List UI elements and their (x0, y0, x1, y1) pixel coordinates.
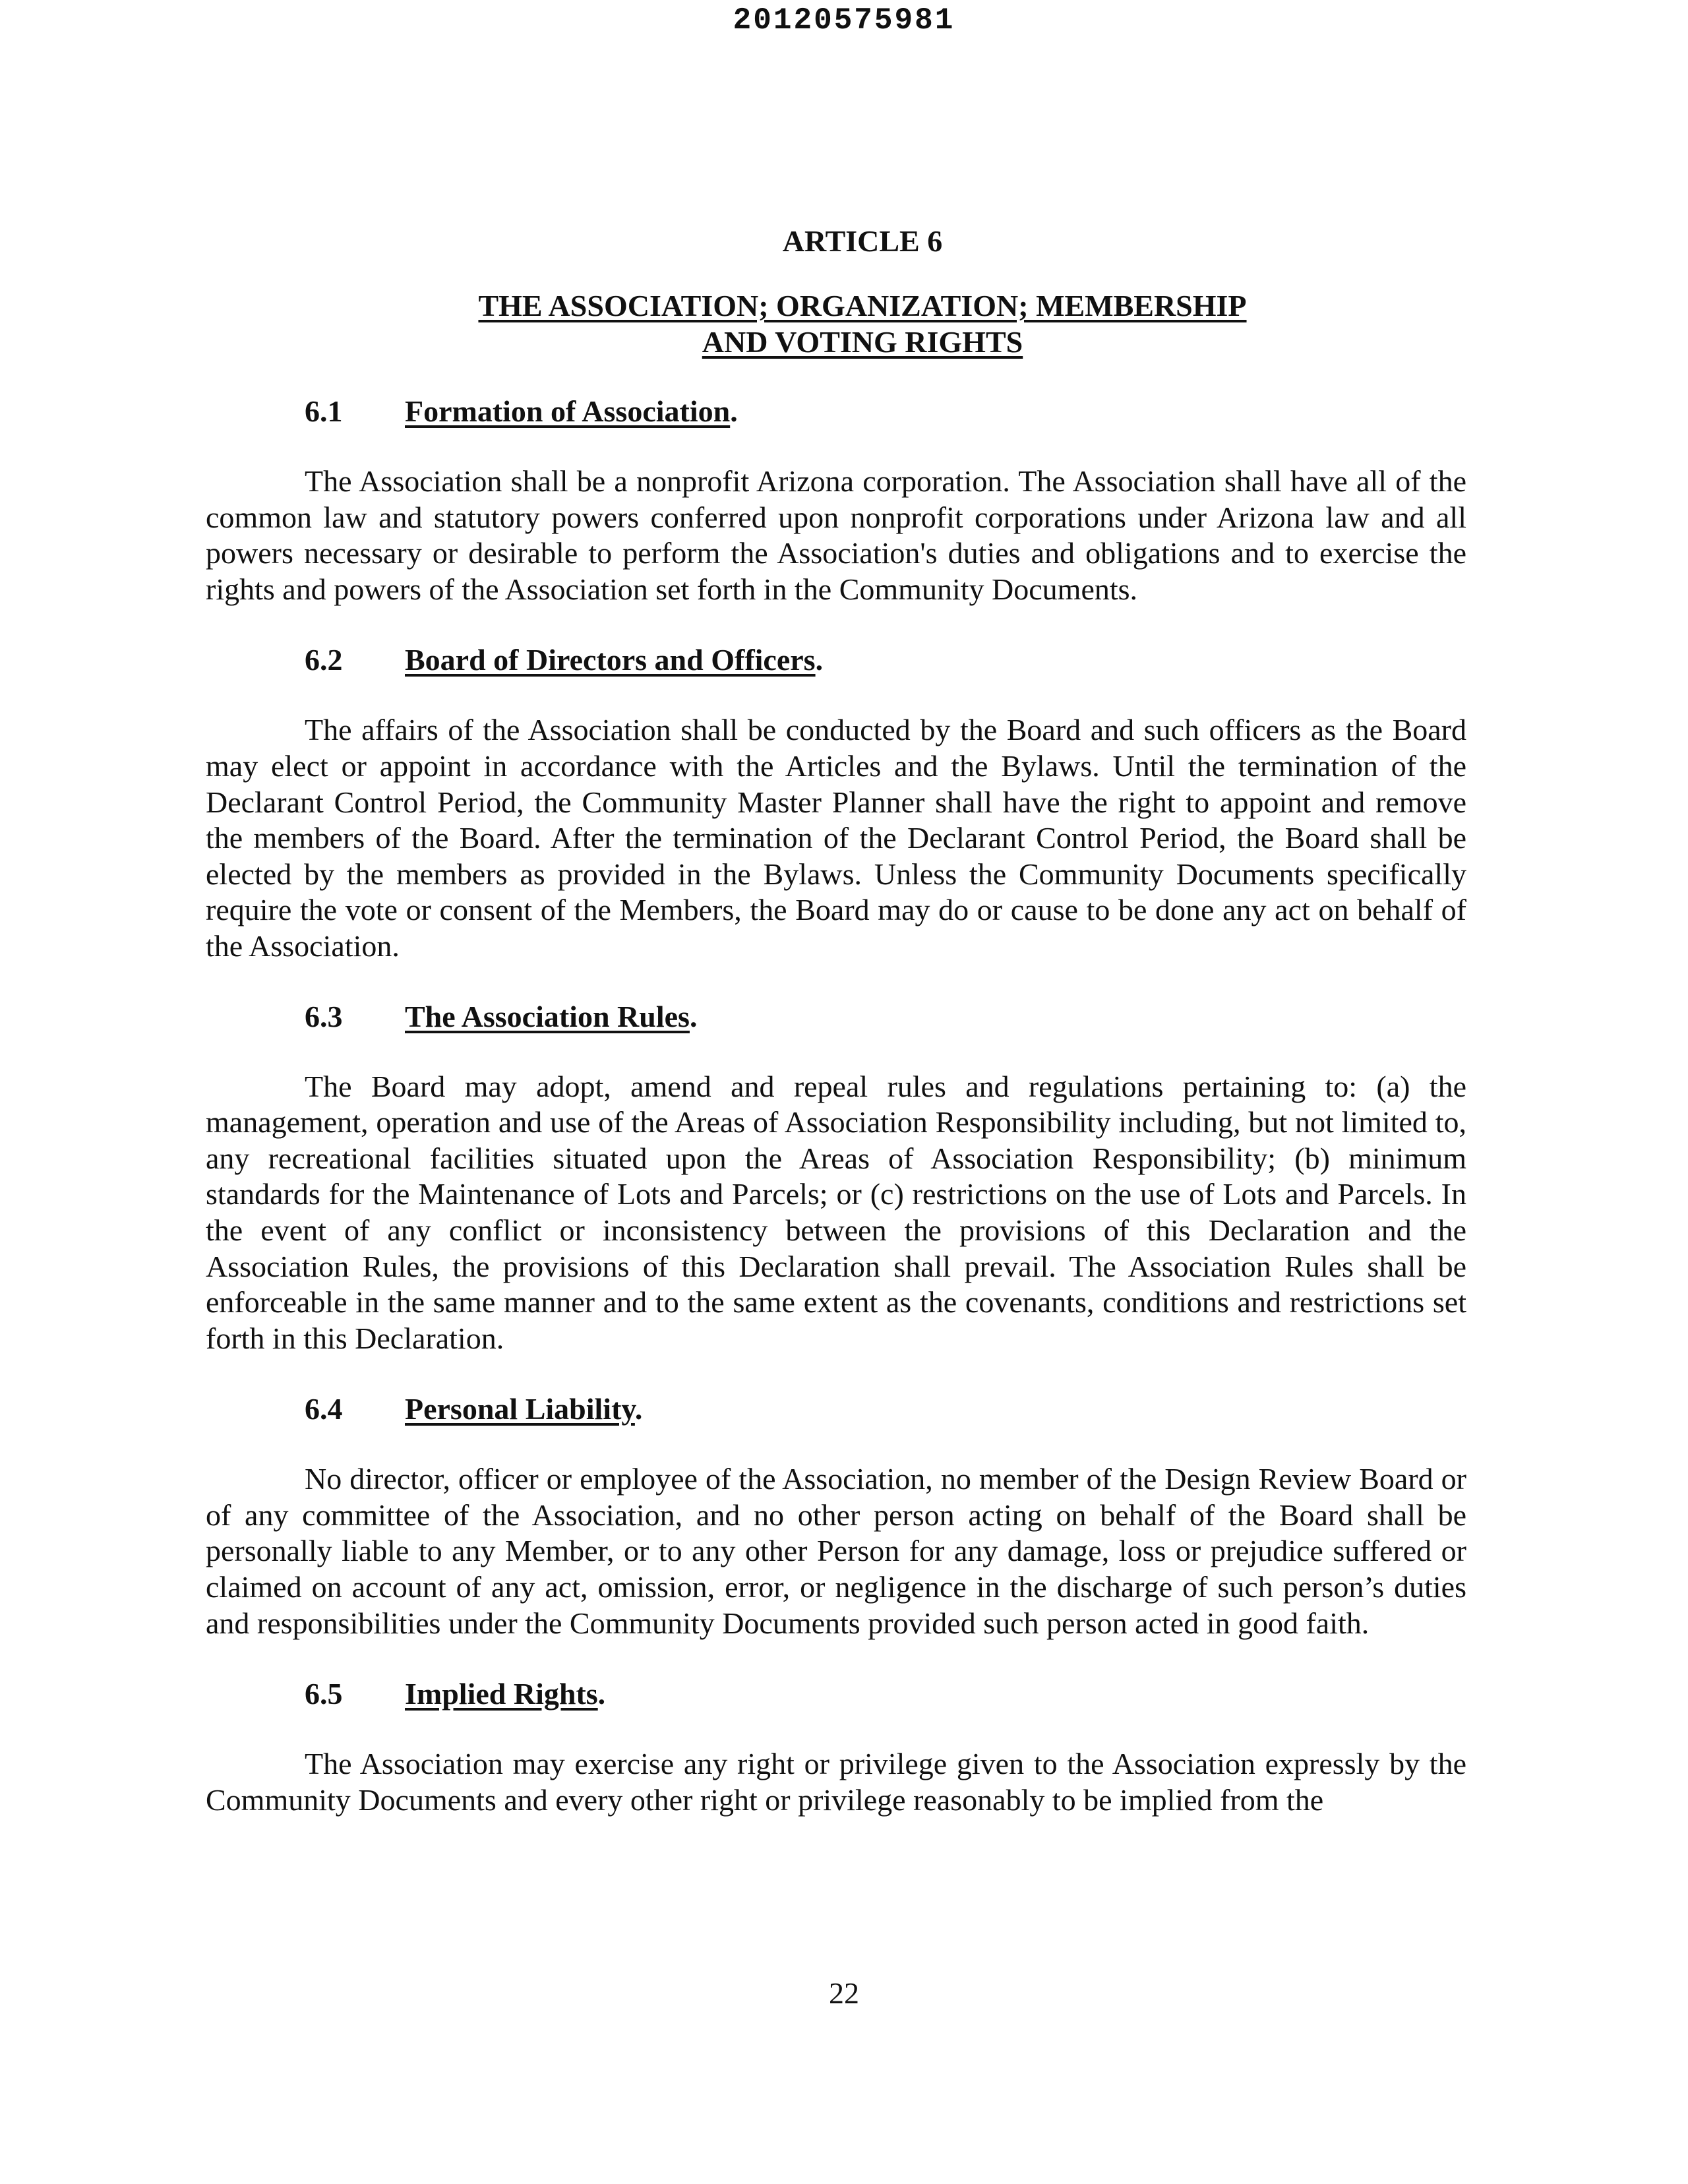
section-body: No director, officer or employee of the Association, no member of the Design Review Board or of any committee of the Association, and no other person acting on behalf of the Board shall be personally liable to any Member, or to any other Person for any damage, loss or prejudice suffered or claimed on account of any act, omission, error, or negligence in the discharge of such person’s duties and responsibilities under the Community Documents provided such person acted in good faith. (206, 1462, 1466, 1640)
section-number: 6.4 (305, 1392, 343, 1426)
article-subtitle-line-1: THE ASSOCIATION; ORGANIZATION; MEMBERSHIP (478, 289, 1247, 322)
section-body: The Board may adopt, amend and repeal rules and regulations pertaining to: (a) the management, operation and use of the Areas of Association Responsibility including, but not limited to, any recreational facilities situated upon the Areas of Association Responsibility; (b) minimum standards for the Maintenance of Lots and Parcels; or (c) restrictions on the use of Lots and Parcels. In the event of any conflict or inconsistency between the provisions of this Declaration and the Association Rules, the provisions of this Declaration shall prevail. The Association Rules shall be enforceable in the same manner and to the same extent as the covenants, conditions and restrictions set forth in this Declaration. (206, 1069, 1466, 1355)
article-subtitle-line-2: AND VOTING RIGHTS (702, 325, 1023, 359)
section-title-period: . (815, 643, 824, 677)
section-title-wrapper (405, 998, 697, 1035)
section-6-4 (206, 1391, 1466, 1641)
section-title-period: . (730, 394, 738, 428)
section-number: 6.3 (305, 999, 343, 1033)
document-page (206, 223, 1466, 1818)
section-6-2 (206, 642, 1466, 964)
section-number: 6.2 (305, 643, 343, 677)
section-number: 6.5 (305, 1677, 343, 1711)
section-title: Implied Rights (405, 1677, 598, 1711)
section-6-5 (206, 1676, 1466, 1818)
section-heading (206, 393, 1466, 430)
section-body: The Association may exercise any right or privilege given to the Association expressly by the Community Documents and every other right or privilege reasonably to be implied from the (206, 1747, 1466, 1817)
section-6-3 (206, 998, 1466, 1357)
section-body: The Association shall be a nonprofit Arizona corporation. The Association shall have all of the common law and statutory powers conferred upon nonprofit corporations under Arizona law and all powers necessary or desirable to perform the Association's duties and obligations and to exercise the rights and powers of the Association set forth in the Community Documents. (206, 464, 1466, 606)
section-title: The Association Rules (405, 999, 690, 1033)
section-heading (206, 642, 1466, 679)
section-title-period: . (689, 999, 698, 1033)
section-title: Personal Liability (405, 1392, 635, 1426)
section-title-wrapper (405, 1391, 642, 1428)
section-body: The affairs of the Association shall be conducted by the Board and such officers as the Board may elect or appoint in accordance with the Articles and the Bylaws. Until the termination of the Declarant Control Period, the Community Master Planner shall have the right to appoint and remove the members of the Board. After the termination of the Declarant Control Period, the Board shall be elected by the members as provided in the Bylaws. Unless the Community Documents specifically require the vote or consent of the Members, the Board may do or cause to be done any act on behalf of the Association. (206, 713, 1466, 963)
section-heading (206, 1391, 1466, 1428)
section-number: 6.1 (305, 394, 343, 428)
article-title: ARTICLE 6 (782, 224, 943, 258)
section-title-wrapper (405, 1676, 605, 1713)
section-heading (206, 998, 1466, 1035)
section-title-wrapper (405, 642, 823, 679)
page-number: 22 (829, 1976, 859, 2010)
section-title-period: . (597, 1677, 606, 1711)
section-6-1 (206, 393, 1466, 607)
section-title-period: . (634, 1392, 643, 1426)
document-number: 20120575981 (733, 3, 955, 38)
section-title: Board of Directors and Officers (405, 643, 816, 677)
article-subtitle (206, 288, 1466, 360)
section-heading (206, 1676, 1466, 1713)
section-title: Formation of Association (405, 394, 731, 428)
section-title-wrapper (405, 393, 738, 430)
